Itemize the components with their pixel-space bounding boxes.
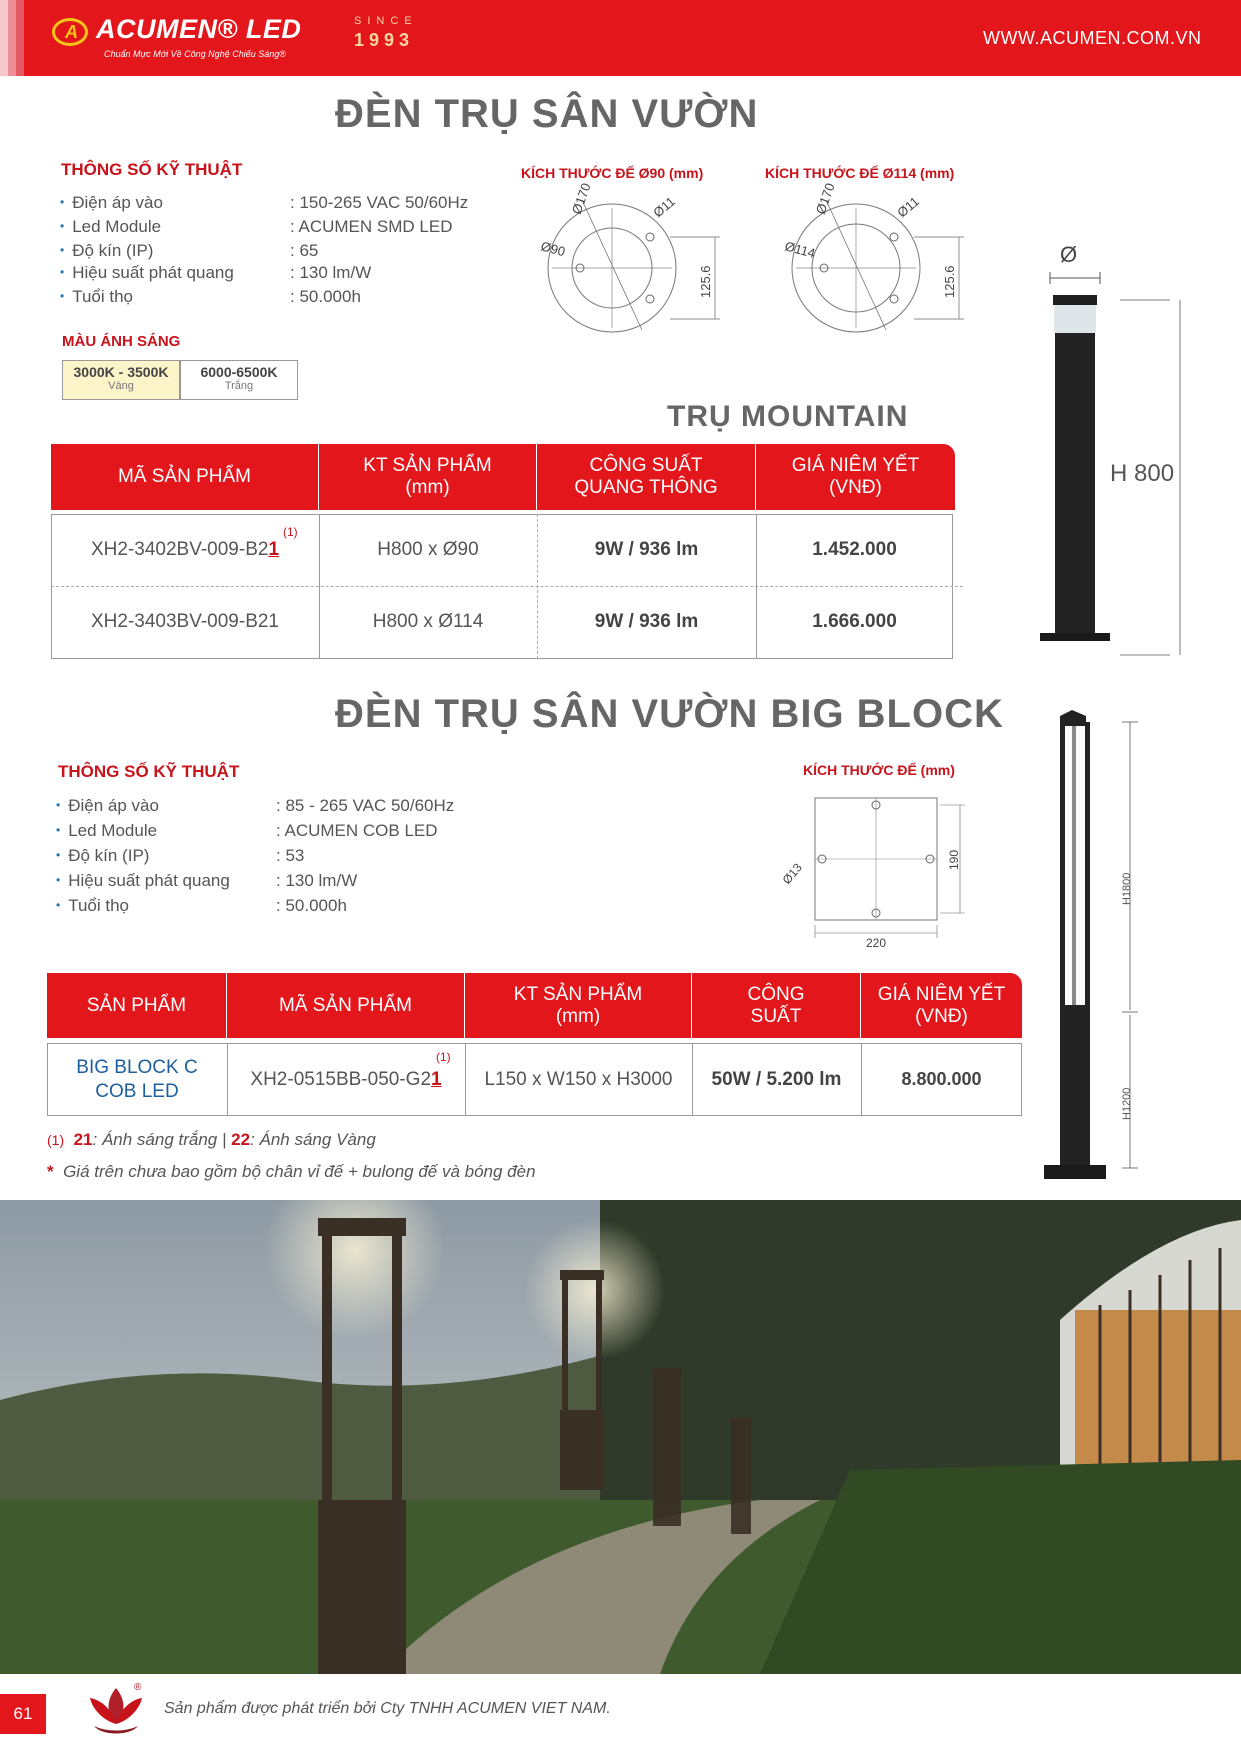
spec2-efficacy: • Hiệu suất phát quang (56, 871, 230, 890)
spec-lifetime: • Tuổi thọ (60, 287, 133, 306)
row2-price: 1.666.000 (812, 611, 897, 632)
header-stripe (0, 0, 42, 76)
color-option-cool[interactable]: 6000-6500K Trắng (180, 360, 298, 400)
footer-text: Sản phẩm được phát triển bởi Cty TNHH ACUMEN VIET NAM. (164, 1700, 611, 1717)
spec2-lifetime-value: : 50.000h (276, 896, 347, 915)
registered-mark: ® (134, 1682, 142, 1693)
spec-voltage-value: : 150-265 VAC 50/60Hz (290, 193, 469, 212)
spec2-lifetime: • Tuổi thọ (56, 896, 129, 915)
base-diagram-114 (774, 180, 974, 340)
pole-diameter-label: Ø (1060, 242, 1078, 267)
dim-hole-114: Ø11 (894, 193, 923, 221)
page-number: 61 (0, 1694, 46, 1734)
dim-hole-90: Ø11 (650, 193, 679, 221)
base-diagram-square (780, 790, 980, 950)
dim-height-sq: 190 (947, 849, 961, 870)
spec2-voltage: • Điện áp vào (56, 796, 159, 815)
section2-spec-heading: THÔNG SỐ KỸ THUẬT (58, 762, 240, 781)
table1-header-size: KT SẢN PHẨM (mm) (319, 444, 537, 510)
pole-lower-dim: H1200 (1121, 1087, 1133, 1120)
row1-power: 9W / 936 lm (594, 539, 699, 560)
spec2-ip: • Độ kín (IP) (56, 846, 150, 865)
dim-inner-90: Ø90 (539, 238, 567, 260)
dim-hole-sq: Ø13 (780, 860, 805, 887)
dim-width-sq: 220 (866, 936, 887, 950)
brand-tagline: Chuẩn Mực Mới Về Công Nghệ Chiếu Sáng® (104, 49, 286, 59)
dim-height-90: 125.6 (698, 265, 713, 298)
table2-header-product: SẢN PHẨM (47, 973, 227, 1038)
pole-height-label: H 800 (1110, 460, 1175, 487)
table2-header-power: CÔNG SUẤT (692, 973, 861, 1038)
mountain-pole-drawing (1020, 240, 1220, 660)
spec-efficacy: • Hiệu suất phát quang (60, 263, 234, 282)
spec-ip: • Độ kín (IP) (60, 241, 154, 260)
table1-header-code: MÃ SẢN PHẨM (51, 444, 319, 510)
base-diagram-90 (530, 180, 730, 340)
row2-power: 9W / 936 lm (594, 611, 699, 632)
section2-title: ĐÈN TRỤ SÂN VƯỜN BIG BLOCK (335, 692, 1004, 736)
lotus-logo-icon (84, 1680, 148, 1740)
table2-header-code: MÃ SẢN PHẨM (227, 973, 465, 1038)
table1-header-power: CÔNG SUẤT QUANG THÔNG (537, 444, 756, 510)
since-label: SINCE (354, 15, 418, 27)
product-name-mountain: TRỤ MOUNTAIN (667, 400, 909, 433)
row1-price: 1.452.000 (812, 539, 897, 560)
row3-code: XH2-0515BB-050-G2 1 (250, 1068, 442, 1090)
diagram2-label: KÍCH THƯỚC ĐẾ Ø114 (mm) (765, 165, 955, 181)
spec2-led-module: • Led Module (56, 821, 158, 840)
row3-price: 8.800.000 (901, 1069, 982, 1089)
footnote-2: * Giá trên chưa bao gồm bộ chân vỉ đế + bulong đế và bóng đèn (47, 1162, 536, 1181)
brand-name: ACUMEN® LED (96, 14, 302, 44)
spec-efficacy-value: : 130 lm/W (290, 263, 372, 282)
spec2-efficacy-value: : 130 lm/W (276, 871, 358, 890)
logo-letter: A (65, 22, 78, 42)
spec2-led-module-value: : ACUMEN COB LED (276, 821, 438, 840)
dim-outer-114: Ø170 (812, 181, 838, 217)
table1-header-price: GIÁ NIÊM YẾT (VNĐ) (791, 455, 920, 498)
note-mark-row1: (1) (283, 525, 298, 539)
table2-header-price: GIÁ NIÊM YẾT (VNĐ) (877, 983, 1006, 1027)
diagram3-label: KÍCH THƯỚC ĐẾ (mm) (803, 762, 955, 778)
row1-size: H800 x Ø90 (377, 539, 479, 560)
big-block-pole-drawing (1030, 710, 1190, 1190)
color-option-warm[interactable]: 3000K - 3500K Vàng (62, 360, 180, 400)
website-link[interactable]: WWW.ACUMEN.COM.VN (983, 28, 1202, 48)
dim-height-114: 125.6 (942, 265, 957, 298)
spec-voltage: • Điện áp vào (60, 193, 163, 212)
row3-power: 50W / 5.200 lm (711, 1068, 842, 1090)
spec-lifetime-value: : 50.000h (290, 287, 361, 306)
spec-ip-value: : 65 (290, 241, 319, 260)
spec2-voltage-value: : 85 - 265 VAC 50/60Hz (276, 796, 455, 815)
spec-led-module-value: : ACUMEN SMD LED (290, 217, 453, 236)
table-row: XH2-3402BV-009-B2 1 (90, 539, 280, 560)
color-heading: MÀU ÁNH SÁNG (62, 333, 181, 350)
section1-spec-heading: THÔNG SỐ KỸ THUẬT (61, 160, 243, 179)
row2-size: H800 x Ø114 (372, 611, 484, 632)
dim-outer-90: Ø170 (568, 181, 594, 217)
footnote-1: (1) 21: Ánh sáng trắng | 22: Ánh sáng Vàng (47, 1130, 376, 1149)
table-row: BIG BLOCK C COB LED (76, 1056, 198, 1102)
spec2-ip-value: : 53 (276, 846, 305, 865)
since-year: 1993 (354, 30, 415, 50)
table2-header-size: KT SẢN PHẨM (mm) (465, 973, 692, 1038)
spec-led-module: • Led Module (60, 217, 162, 236)
table-row: XH2-3403BV-009-B21 (90, 611, 279, 632)
garden-photo (0, 1200, 1241, 1674)
section1-title: ĐÈN TRỤ SÂN VƯỜN (335, 92, 759, 136)
dim-inner-114: Ø114 (783, 238, 817, 261)
pole-upper-dim: H1800 (1121, 872, 1133, 905)
diagram1-label: KÍCH THƯỚC ĐẾ Ø90 (mm) (521, 165, 704, 181)
note-mark-row3: (1) (436, 1050, 451, 1064)
brand-logo-icon (52, 18, 88, 46)
row3-size: L150 x W150 x H3000 (484, 1068, 673, 1090)
